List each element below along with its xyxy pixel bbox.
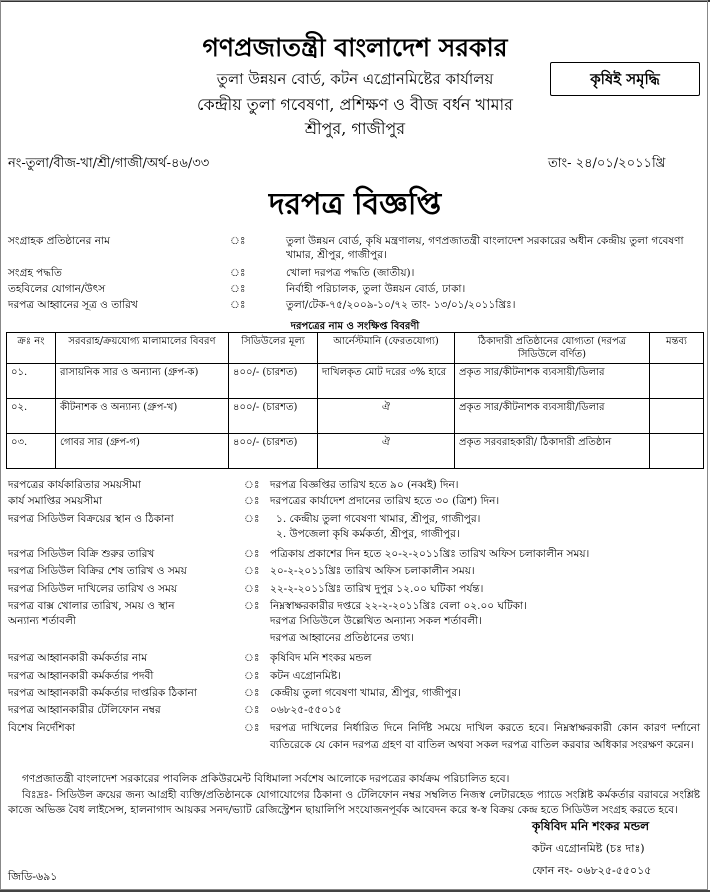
info-value: নির্বাহী পরিচালক, তুলা উন্নয়ন বোর্ড, ঢাকা। [286,283,466,295]
row-number: ০১. [7,364,56,399]
memo-date: তাং- ২৪/০১/২০১১খ্রি [548,156,666,171]
table-row [7,399,704,434]
colon: ঃ [244,722,260,734]
table-row [7,434,704,469]
detail-label: দরপত্র আহ্বানকারী কর্মকর্তার দাপ্তরিক ঠিকানা [8,687,197,699]
colon: ঃ [244,652,260,664]
header-cell: সরবরাহ/ক্রয়যোগ্য মালামালের বিবরণ [56,333,229,364]
row-price: ৪০০/- (চারশত) [229,434,318,469]
table-row [7,364,704,399]
detail-label: দরপত্র আহ্বানকারীর টেলিফোন নম্বর [8,704,161,716]
header-cell: ক্রঃ নং [7,333,56,364]
detail-label: দরপত্র সিডিউল বিক্রি শুরুর তারিখ [8,548,155,560]
colon: ঃ [230,299,246,311]
detail-value: ১. কেন্দ্রীয় তুলা গবেষণা খামার, শ্রীপুর, গাজীপুর। [276,513,481,525]
info-label: তহবিলের যোগান/উৎস [8,283,106,295]
colon: ঃ [244,479,260,491]
colon: ঃ [244,600,260,612]
colon: ঃ [244,548,260,560]
government-heading: গণপ্রজাতন্ত্রী বাংলাদেশ সরকার [202,33,508,62]
detail-value: পত্রিকায় প্রকাশের দিন হতে ২০-২-২০১১খ্রিঃ তারিখ অফিস চলাকালীন সময়। [270,548,590,560]
colon: ঃ [244,495,260,507]
schedule-title: দরপত্রের নাম ও সংক্ষিপ্ত বিবরণী [6,319,704,333]
row-price: ৪০০/- (চারশত) [229,399,318,434]
info-label: সংগ্রাহক প্রতিষ্ঠানের নাম [8,235,110,247]
detail-label: অন্যান্য শর্তাবলী [8,615,76,627]
farm-name: কেন্দ্রীয় তুলা গবেষণা, প্রশিক্ষণ ও বীজ বর্ধন খামার [197,95,513,114]
row-earnest-money: ঐ [318,434,455,469]
header-cell: আর্নেস্টমানি (ফেরতযোগ্য) [318,333,455,364]
row-earnest-money: ঐ [318,399,455,434]
info-label: দরপত্র আহ্বানের সূত্র ও তারিখ [8,299,138,311]
colon: ঃ [244,565,260,577]
colon: ঃ [230,235,246,247]
row-item: রাসায়নিক সার ও অন্যান্য (গ্রুপ-ক) [56,364,229,399]
detail-label: দরপত্র আহ্বানকারী কর্মকর্তার নাম [8,652,148,664]
row-note [650,434,704,469]
info-value: খোলা দরপত্র পদ্ধতি (জাতীয়)। [286,267,415,279]
colon: ঃ [244,583,260,595]
colon: ঃ [244,670,260,682]
detail-label: দরপত্রের কার্যকারিতার সময়সীমা [8,479,141,491]
schedule-table [6,332,704,469]
gd-number: জিডি-৬৯১ [8,870,58,883]
detail-label: কার্য সমাপ্তির সময়সীমা [8,495,103,507]
detail-value: দরপত্র দাখিলের নির্ধারিত দিনে নির্দিষ্ট সময়ে দাখিল করতে হবে। নিম্নস্বাক্ষরকারী কোন কারণ দর্শানো ব্যতিরেকে যে কোন দরপত্র গ্রহণ বা বাতিল অথবা সকল দরপত্র বাতিল করবার অধিকার সংরক্ষণ করেন। [270,722,700,751]
colon: ঃ [230,283,246,295]
detail-value: দরপত্র সিডিউলে উল্লেখিত অন্যান্য সকল শর্তাবলী। [270,615,482,627]
detail-value: ২২-২-২০১১খ্রিঃ তারিখ দুপুর ১২.০০ ঘটিকা পর্যন্ত। [270,583,484,595]
row-item: গোবর সার (গ্রুপ-গ) [56,434,229,469]
detail-label: দরপত্র সিডিউল বিক্রয়ের স্থান ও ঠিকানা [8,513,174,525]
procurement-note: গণপ্রজাতন্ত্রী বাংলাদেশ সরকারের পাবলিক প্রকিউরমেন্ট বিধিমালা সর্বশেষ আলোকে দরপত্রের কার্যক্রম পরিচালিত হবে। [22,773,510,785]
header-cell: সিডিউলের মূল্য [229,333,318,364]
header-cell: মন্তব্য [650,333,704,364]
signatory-phone: ফোন নং- ০৬৮২৫-৫৫০১৫ [532,864,652,877]
colon: ঃ [244,704,260,716]
detail-value: দরপত্র আহ্বানের প্রতিষ্ঠানের তথ্য। [270,632,414,644]
row-number: ০৩. [7,434,56,469]
detail-value: দরপত্রের কার্যাদেশ প্রদানের তারিখ হতে ৩০ (ত্রিশ) দিন। [270,495,500,507]
detail-label: দরপত্র বাক্স খোলার তারিখ, সময় ও স্থান [8,600,175,612]
colon: ঃ [244,687,260,699]
info-value: তুলা/টেক-৭৫/২০০৯-১০/৭২ তাং- ১৩/০১/২০১১খ্রিঃ। [286,299,516,311]
header-cell: ঠিকাদারী প্রতিষ্ঠানের যোগ্যতা (দরপত্র সিডিউলে বর্ণিত) [455,333,650,364]
table-header-row [7,333,704,364]
info-label: সংগ্রহ পদ্ধতি [8,267,62,279]
detail-value: কেন্দ্রীয় তুলা গবেষণা খামার, শ্রীপুর, গাজীপুর। [270,687,461,699]
detail-label: বিশেষ নির্দেশিকা [8,722,76,734]
detail-value: কটন এগ্রোনমিষ্ট। [270,670,341,682]
detail-value: ২০-২-২০১১খ্রিঃ তারিখ অফিস চলাকালীন সময়। [270,565,475,577]
colon: ঃ [244,513,260,525]
signatory-name: কৃষিবিদ মনি শংকর মন্ডল [532,819,650,833]
row-qualification: প্রকৃত সার/কীটনাশক ব্যবসায়ী/ডিলার [455,364,650,399]
office-name: তুলা উন্নয়ন বোর্ড, কটন এগ্রোনমিষ্টের কার্যালয় [216,70,494,88]
colon: ঃ [230,267,246,279]
row-note [650,364,704,399]
detail-label: দরপত্র সিডিউল দাখিলের তারিখ ও সময় [8,583,178,595]
detail-value: দরপত্র বিজ্ঞপ্তির তারিখ হতে ৯০ (নব্বই) দিন। [270,479,459,491]
detail-value: ০৬৮২৫-৫৫০১৫ [270,704,342,716]
info-value: তুলা উন্নয়ন বোর্ড, কৃষি মন্ত্রণালয়, গণপ্রজাতন্ত্রী বাংলাদেশ সরকারের অধীন কেন্দ্রীয় তুলা গবেষণা খামার, শ্রীপুর, গাজীপুর। [286,235,684,261]
row-qualification: প্রকৃত সার/কীটনাশক ব্যবসায়ী/ডিলার [455,399,650,434]
row-item: কীটনাশক ও অন্যান্য (গ্রুপ-খ) [56,399,229,434]
detail-label: দরপত্র আহ্বানকারী কর্মকর্তার পদবী [8,670,154,682]
signatory-designation: কটন এগ্রোনমিষ্ট (চঃ দাঃ) [532,842,645,855]
slogan-box: কৃষিই সমৃদ্ধি [550,62,700,96]
row-qualification: প্রকৃত সরবরাহকারী/ ঠিকাদারী প্রতিষ্ঠান [455,434,650,469]
notice-title: দরপত্র বিজ্ঞপ্তি [268,187,442,222]
info-row [8,234,704,264]
detail-label: দরপত্র সিডিউল বিক্রির শেষ তারিখ ও সময় [8,565,187,577]
memo-number: নং-তুলা/বীজ-খা/শ্রী/গাজী/অর্থ-৪৬/৩৩ [8,156,210,171]
row-price: ৪০০/- (চারশত) [229,364,318,399]
special-note: বিঃদ্রঃ- সিডিউল ক্রয়ের জন্য আগ্রহী ব্যক্তি/প্রতিষ্ঠানকে যোগাযোগের ঠিকানা ও টেলিফোন নম্বর সম্বলিত নিজস্ব লেটারহেড প্যাডে সংশ্লিষ্ট কর্মকর্তার বরাবরে সংশ্লিষ্ট কাজে অভিজ্ঞ বৈধ লাইসেন্স, হালনাগাদ আয়কর সনদ/ভ্যাট রেজিস্ট্রেশন ছায়ালিপি সংযোজনপূর্বক আবেদন করে স্ব-স্ব বিক্রয় কেন্দ্র হতে সিডিউল সংগ্রহ করতে হবে। [8,789,700,816]
row-earnest-money: দাখিলকৃত মোট দরের ৩% হারে [318,364,455,399]
detail-value: নিম্নস্বাক্ষরকারীর দপ্তরে ২২-২-২০১১খ্রিঃ বেলা ০২.০০ ঘটিকা। [270,600,527,612]
place-name: শ্রীপুর, গাজীপুর [304,119,406,138]
row-number: ০২. [7,399,56,434]
row-note [650,399,704,434]
detail-value: কৃষিবিদ মনি শংকর মন্ডল [270,652,372,664]
detail-value: ২. উপজেলা কৃষি কর্মকর্তা, শ্রীপুর, গাজীপুর। [276,528,460,540]
